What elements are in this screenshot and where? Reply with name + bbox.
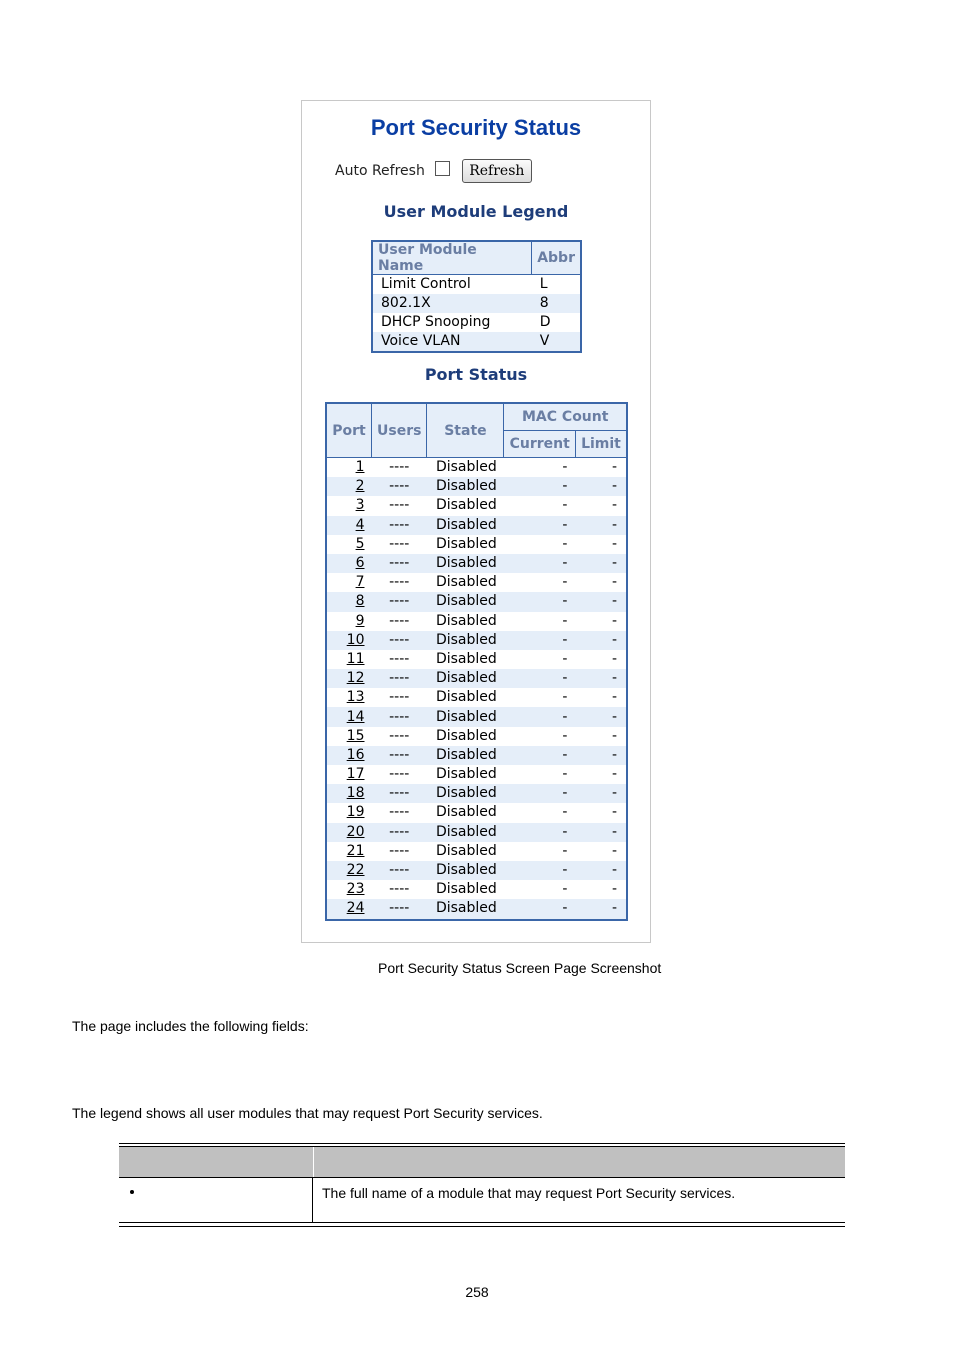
- port-link[interactable]: 6: [326, 554, 372, 573]
- table-row: [326, 516, 627, 535]
- port-state: Disabled: [427, 727, 504, 746]
- port-state: Disabled: [427, 899, 504, 919]
- legend-module-abbr: 8: [532, 294, 581, 313]
- port-mac-current: -: [504, 458, 576, 478]
- legend-row: [372, 313, 581, 332]
- port-mac-current: -: [504, 650, 576, 669]
- legend-module-name: Limit Control: [372, 275, 532, 295]
- port-link[interactable]: 20: [326, 823, 372, 842]
- port-mac-current: -: [504, 554, 576, 573]
- port-mac-current: -: [504, 727, 576, 746]
- port-users: ----: [372, 803, 427, 822]
- port-users: ----: [372, 592, 427, 611]
- table-row: [326, 784, 627, 803]
- header-mac-count: MAC Count: [504, 403, 627, 431]
- header-port: Port: [326, 403, 372, 458]
- port-mac-limit: -: [575, 842, 627, 861]
- legend-module-name: Voice VLAN: [372, 332, 532, 352]
- header-object: [119, 1147, 314, 1177]
- port-mac-limit: -: [575, 496, 627, 515]
- table-row: [326, 669, 627, 688]
- field-table: [119, 1143, 845, 1227]
- page-title: Port Security Status: [370, 115, 582, 140]
- table-row: [326, 477, 627, 496]
- port-link[interactable]: 21: [326, 842, 372, 861]
- table-row: [326, 746, 627, 765]
- port-link[interactable]: 10: [326, 631, 372, 650]
- refresh-button[interactable]: Refresh: [462, 159, 532, 183]
- port-mac-limit: -: [575, 823, 627, 842]
- port-mac-current: -: [504, 861, 576, 880]
- port-mac-current: -: [504, 746, 576, 765]
- port-mac-limit: -: [575, 516, 627, 535]
- page-number: 258: [465, 1284, 489, 1300]
- port-mac-limit: -: [575, 631, 627, 650]
- port-link[interactable]: 19: [326, 803, 372, 822]
- legend-description: The legend shows all user modules that may request Port Security services.: [72, 1105, 543, 1121]
- port-mac-current: -: [504, 477, 576, 496]
- header-users: Users: [372, 403, 427, 458]
- port-mac-limit: -: [575, 650, 627, 669]
- port-mac-limit: -: [575, 592, 627, 611]
- port-mac-limit: -: [575, 746, 627, 765]
- port-status-heading: Port Status: [424, 365, 528, 384]
- port-mac-current: -: [504, 669, 576, 688]
- table-row: [326, 573, 627, 592]
- table-row: [326, 861, 627, 880]
- port-mac-current: -: [504, 823, 576, 842]
- port-users: ----: [372, 612, 427, 631]
- table-row: [326, 803, 627, 822]
- legend-row: [372, 275, 581, 295]
- port-mac-current: -: [504, 899, 576, 919]
- legend-module-name: DHCP Snooping: [372, 313, 532, 332]
- legend-header-name: User Module Name: [372, 241, 532, 275]
- port-users: ----: [372, 765, 427, 784]
- port-users: ----: [372, 631, 427, 650]
- screenshot-frame: [301, 100, 651, 943]
- port-mac-current: -: [504, 631, 576, 650]
- table-row: [326, 554, 627, 573]
- port-link[interactable]: 4: [326, 516, 372, 535]
- port-link[interactable]: 5: [326, 535, 372, 554]
- table-row: [326, 631, 627, 650]
- port-mac-limit: -: [575, 765, 627, 784]
- port-link[interactable]: 16: [326, 746, 372, 765]
- port-mac-current: -: [504, 765, 576, 784]
- port-state: Disabled: [427, 458, 504, 478]
- table-row: [326, 688, 627, 707]
- port-link[interactable]: 8: [326, 592, 372, 611]
- table-row: [326, 823, 627, 842]
- port-state: Disabled: [427, 650, 504, 669]
- port-mac-current: -: [504, 707, 576, 726]
- port-state: Disabled: [427, 554, 504, 573]
- port-mac-current: -: [504, 535, 576, 554]
- port-mac-limit: -: [575, 899, 627, 919]
- port-mac-limit: -: [575, 784, 627, 803]
- row-description: The full name of a module that may request Port Security services.: [322, 1185, 736, 1201]
- port-link[interactable]: 22: [326, 861, 372, 880]
- port-mac-limit: -: [575, 573, 627, 592]
- table-row: [326, 612, 627, 631]
- table-row: [326, 592, 627, 611]
- legend-row: [372, 332, 581, 352]
- port-state: Disabled: [427, 861, 504, 880]
- port-users: ----: [372, 554, 427, 573]
- table-row: [326, 535, 627, 554]
- port-mac-limit: -: [575, 458, 627, 478]
- port-link[interactable]: 17: [326, 765, 372, 784]
- table-row: [326, 650, 627, 669]
- port-mac-current: -: [504, 803, 576, 822]
- port-users: ----: [372, 535, 427, 554]
- port-users: ----: [372, 727, 427, 746]
- table-row: [326, 707, 627, 726]
- port-users: ----: [372, 516, 427, 535]
- port-state: Disabled: [427, 669, 504, 688]
- port-state: Disabled: [427, 880, 504, 899]
- legend-module-abbr: L: [532, 275, 581, 295]
- port-mac-current: -: [504, 880, 576, 899]
- port-state: Disabled: [427, 746, 504, 765]
- port-state: Disabled: [427, 477, 504, 496]
- port-users: ----: [372, 688, 427, 707]
- port-link[interactable]: 9: [326, 612, 372, 631]
- port-mac-limit: -: [575, 669, 627, 688]
- port-mac-limit: -: [575, 861, 627, 880]
- port-mac-limit: -: [575, 554, 627, 573]
- port-users: ----: [372, 573, 427, 592]
- port-link[interactable]: 2: [326, 477, 372, 496]
- legend-heading: User Module Legend: [383, 202, 569, 221]
- port-mac-current: -: [504, 573, 576, 592]
- port-state: Disabled: [427, 842, 504, 861]
- port-link[interactable]: 23: [326, 880, 372, 899]
- port-state: Disabled: [427, 631, 504, 650]
- port-users: ----: [372, 477, 427, 496]
- port-users: ----: [372, 458, 427, 478]
- port-link[interactable]: 7: [326, 573, 372, 592]
- port-mac-limit: -: [575, 535, 627, 554]
- port-users: ----: [372, 669, 427, 688]
- table-row: [326, 899, 627, 919]
- port-users: ----: [372, 880, 427, 899]
- header-limit: Limit: [575, 431, 627, 458]
- bullet-icon: [130, 1190, 134, 1194]
- port-link[interactable]: 14: [326, 707, 372, 726]
- port-state: Disabled: [427, 765, 504, 784]
- port-state: Disabled: [427, 573, 504, 592]
- port-mac-current: -: [504, 784, 576, 803]
- port-state: Disabled: [427, 496, 504, 515]
- port-link[interactable]: 24: [326, 899, 372, 919]
- port-mac-limit: -: [575, 803, 627, 822]
- auto-refresh-checkbox[interactable]: [435, 161, 450, 176]
- legend-header-abbr: Abbr: [532, 241, 581, 275]
- port-users: ----: [372, 784, 427, 803]
- port-mac-current: -: [504, 612, 576, 631]
- port-mac-current: -: [504, 842, 576, 861]
- port-link[interactable]: 15: [326, 727, 372, 746]
- port-state: Disabled: [427, 784, 504, 803]
- port-link[interactable]: 3: [326, 496, 372, 515]
- port-users: ----: [372, 707, 427, 726]
- table-row: [326, 880, 627, 899]
- field-table-header: [119, 1146, 845, 1177]
- port-users: ----: [372, 650, 427, 669]
- header-state: State: [427, 403, 504, 458]
- table-row: [119, 1177, 845, 1222]
- port-users: ----: [372, 842, 427, 861]
- port-link[interactable]: 13: [326, 688, 372, 707]
- port-state: Disabled: [427, 516, 504, 535]
- port-state: Disabled: [427, 707, 504, 726]
- legend-module-abbr: D: [532, 313, 581, 332]
- port-mac-limit: -: [575, 880, 627, 899]
- port-users: ----: [372, 899, 427, 919]
- port-link[interactable]: 12: [326, 669, 372, 688]
- port-state: Disabled: [427, 612, 504, 631]
- port-link[interactable]: 18: [326, 784, 372, 803]
- legend-row: [372, 294, 581, 313]
- table-row: [326, 765, 627, 784]
- port-state: Disabled: [427, 688, 504, 707]
- port-mac-current: -: [504, 592, 576, 611]
- port-link[interactable]: 1: [326, 458, 372, 478]
- figure-caption: Port Security Status Screen Page Screenshot: [378, 960, 662, 976]
- port-users: ----: [372, 861, 427, 880]
- legend-table: [371, 240, 582, 353]
- legend-module-abbr: V: [532, 332, 581, 352]
- table-row: [326, 458, 627, 478]
- table-row: [326, 842, 627, 861]
- legend-module-name: 802.1X: [372, 294, 532, 313]
- port-mac-limit: -: [575, 688, 627, 707]
- port-mac-limit: -: [575, 612, 627, 631]
- port-state: Disabled: [427, 535, 504, 554]
- port-state: Disabled: [427, 803, 504, 822]
- table-row: [326, 727, 627, 746]
- port-mac-current: -: [504, 516, 576, 535]
- port-mac-limit: -: [575, 727, 627, 746]
- port-mac-limit: -: [575, 707, 627, 726]
- header-current: Current: [504, 431, 576, 458]
- port-users: ----: [372, 746, 427, 765]
- port-state: Disabled: [427, 823, 504, 842]
- table-row: [326, 496, 627, 515]
- port-mac-current: -: [504, 688, 576, 707]
- auto-refresh-label: Auto Refresh: [335, 163, 425, 179]
- port-users: ----: [372, 496, 427, 515]
- intro-text: The page includes the following fields:: [72, 1018, 309, 1034]
- port-status-table: [325, 402, 628, 921]
- auto-refresh-row: [335, 159, 532, 183]
- port-state: Disabled: [427, 592, 504, 611]
- port-link[interactable]: 11: [326, 650, 372, 669]
- port-mac-current: -: [504, 496, 576, 515]
- port-mac-limit: -: [575, 477, 627, 496]
- port-users: ----: [372, 823, 427, 842]
